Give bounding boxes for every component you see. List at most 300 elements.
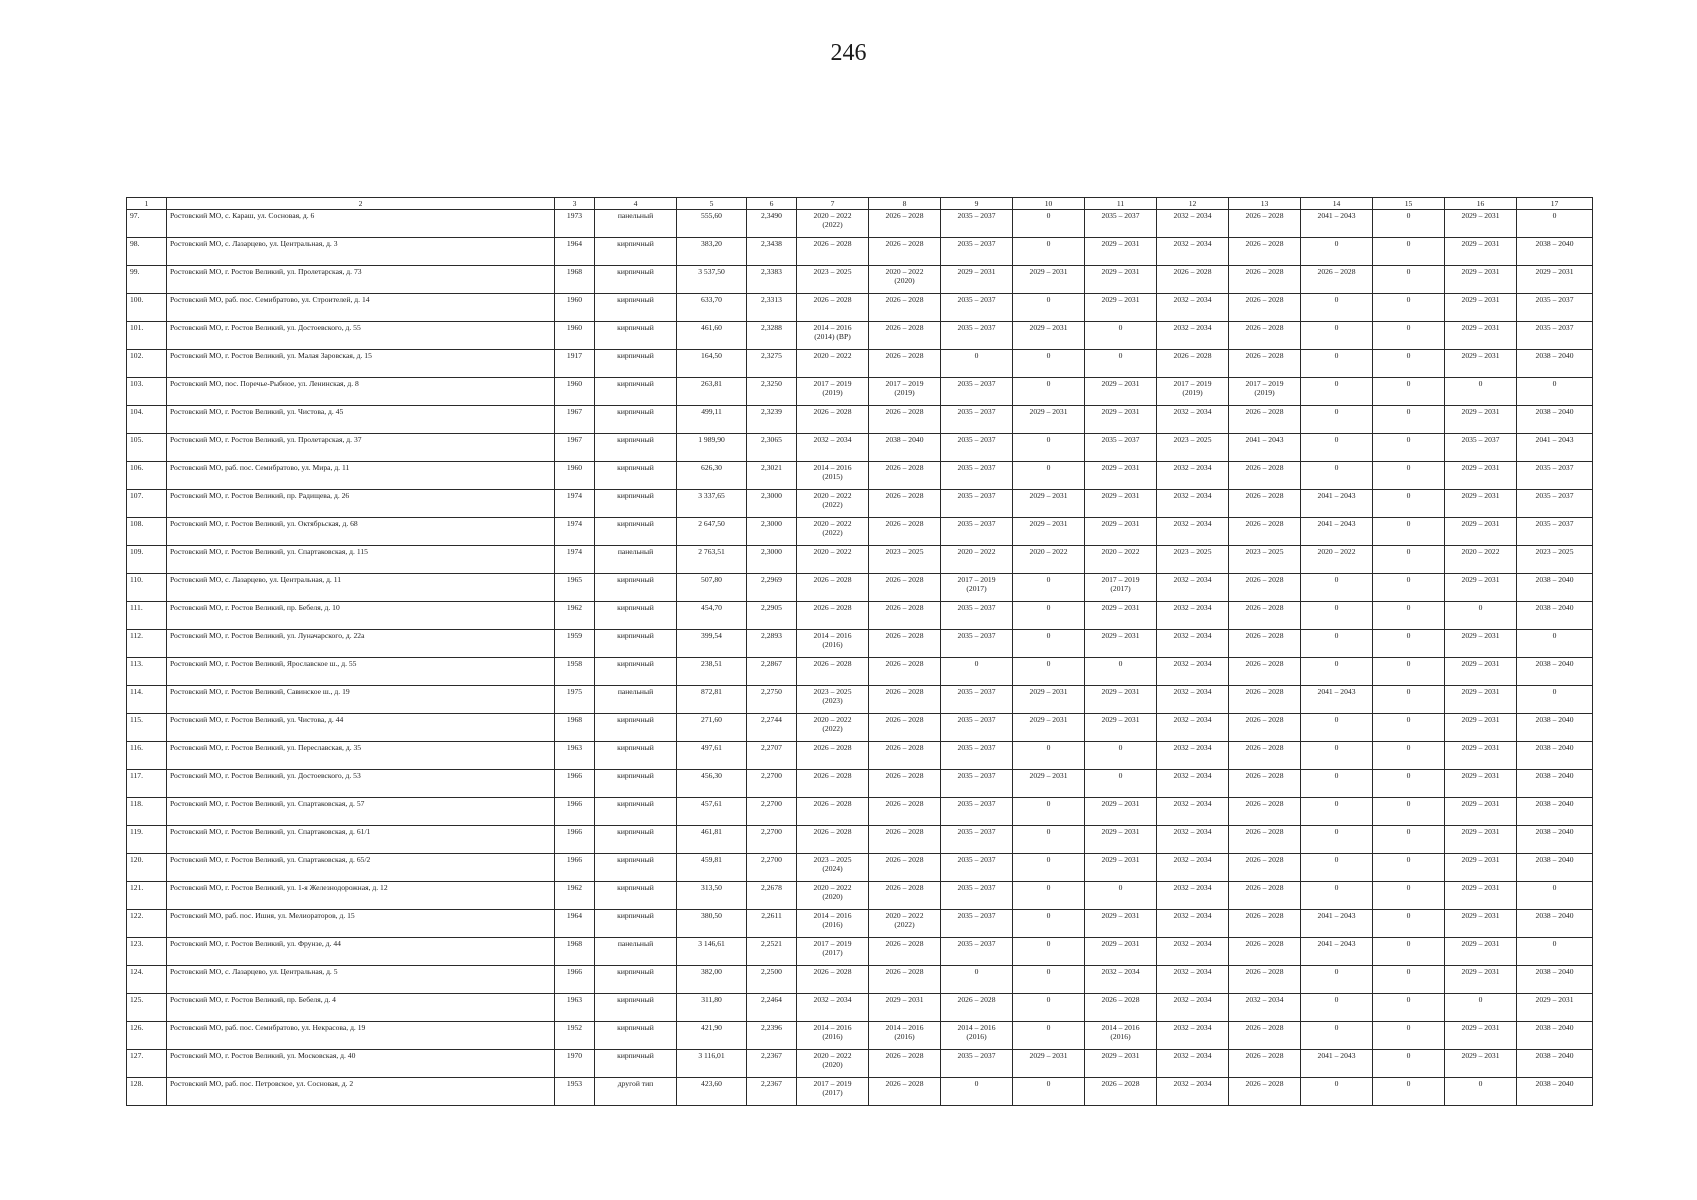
table-cell-col-9 (941, 854, 1013, 882)
cell-note: (2020) (822, 892, 843, 901)
table-cell-col-2 (167, 378, 555, 406)
table-cell-col-13 (1229, 238, 1301, 266)
table-cell-col-15 (1373, 686, 1445, 714)
table-cell-col-3 (555, 742, 595, 770)
table-cell-col-16 (1445, 854, 1517, 882)
cell-value: 124. (130, 967, 144, 976)
table-cell-col-7 (797, 854, 869, 882)
cell-value: 1967 (566, 407, 583, 416)
cell-value: Ростовский МО, г. Ростов Великий, пр. Бебеля, д. 10 (170, 603, 340, 612)
table-cell-col-9 (941, 742, 1013, 770)
table-cell-col-11 (1085, 798, 1157, 826)
cell-value: 461,81 (701, 827, 722, 836)
cell-value: кирпичный (617, 1051, 654, 1060)
table-row (127, 1022, 1593, 1050)
cell-value: Ростовский МО, г. Ростов Великий, ул. Спартаковская, д. 115 (170, 547, 368, 556)
table-cell-col-8 (869, 378, 941, 406)
cell-value: 1958 (566, 659, 583, 668)
cell-value: 121. (130, 883, 144, 892)
cell-value: 2,2700 (761, 799, 782, 808)
table-cell-col-2 (167, 938, 555, 966)
cell-value: 2029 – 2031 (1101, 379, 1140, 388)
cell-value: 2041 – 2043 (1317, 491, 1356, 500)
table-cell-col-11 (1085, 770, 1157, 798)
table-cell-col-17 (1517, 658, 1593, 686)
cell-value: Ростовский МО, с. Лазарцево, ул. Центральная, д. 5 (170, 967, 338, 976)
cell-value: 2029 – 2031 (1461, 323, 1500, 332)
table-cell-col-6 (747, 742, 797, 770)
cell-value: 0 (1406, 743, 1411, 752)
cell-value: 2023 – 2025 (1535, 547, 1574, 556)
table-cell-col-12 (1157, 966, 1229, 994)
cell-value: 0 (1046, 939, 1051, 948)
table-cell-col-2 (167, 882, 555, 910)
cell-value: 2029 – 2031 (1461, 659, 1500, 668)
table-cell-col-11 (1085, 406, 1157, 434)
table-cell-col-11 (1085, 322, 1157, 350)
table-cell-col-12 (1157, 574, 1229, 602)
cell-value: 2029 – 2031 (1461, 519, 1500, 528)
table-cell-col-7 (797, 322, 869, 350)
cell-value: 0 (1334, 799, 1339, 808)
cell-value: 2035 – 2037 (1535, 519, 1574, 528)
cell-value: 2029 – 2031 (1535, 995, 1574, 1004)
cell-value: 2020 – 2022 (813, 715, 852, 724)
table-cell-col-7 (797, 266, 869, 294)
table-cell-col-10 (1013, 378, 1085, 406)
cell-value: 2 763,51 (698, 547, 725, 556)
cell-value: 2041 – 2043 (1317, 939, 1356, 948)
cell-value: 421,90 (701, 1023, 722, 1032)
table-cell-col-6 (747, 602, 797, 630)
cell-value: 2032 – 2034 (1173, 883, 1212, 892)
table-cell-col-17 (1517, 770, 1593, 798)
table-cell-col-7 (797, 1050, 869, 1078)
table-cell-col-8 (869, 210, 941, 238)
table-cell-col-9 (941, 686, 1013, 714)
table-cell-col-11 (1085, 238, 1157, 266)
cell-value: кирпичный (617, 603, 654, 612)
table-cell-col-2 (167, 238, 555, 266)
cell-value: 2032 – 2034 (1173, 659, 1212, 668)
column-header-4: 4 (595, 198, 677, 210)
table-cell-col-4 (595, 434, 677, 462)
table-cell-col-2 (167, 1078, 555, 1106)
table-cell-col-16 (1445, 994, 1517, 1022)
table-cell-col-12 (1157, 1022, 1229, 1050)
table-cell-col-12 (1157, 462, 1229, 490)
cell-value: 2029 – 2031 (1461, 631, 1500, 640)
table-cell-col-9 (941, 966, 1013, 994)
cell-value: 2038 – 2040 (1535, 911, 1574, 920)
cell-value: 118. (130, 799, 144, 808)
cell-value: 2023 – 2025 (1245, 547, 1284, 556)
table-cell-col-8 (869, 322, 941, 350)
table-cell-col-5 (677, 854, 747, 882)
cell-value: Ростовский МО, с. Лазарцево, ул. Центральная, д. 11 (170, 575, 342, 584)
cell-value: 2029 – 2031 (1461, 239, 1500, 248)
table-cell-col-8 (869, 770, 941, 798)
cell-value: 2026 – 2028 (1245, 463, 1284, 472)
cell-value: Ростовский МО, г. Ростов Великий, ул. Октябрьская, д. 68 (170, 519, 358, 528)
table-cell-col-17 (1517, 630, 1593, 658)
table-cell-col-13 (1229, 602, 1301, 630)
table-cell-col-17 (1517, 714, 1593, 742)
table-cell-col-8 (869, 350, 941, 378)
table-cell-col-10 (1013, 462, 1085, 490)
table-cell-col-16 (1445, 770, 1517, 798)
cell-value: 3 116,01 (698, 1051, 725, 1060)
table-cell-col-10 (1013, 714, 1085, 742)
table-cell-col-12 (1157, 910, 1229, 938)
cell-value: 2029 – 2031 (1101, 491, 1140, 500)
table-cell-col-1 (127, 686, 167, 714)
table-cell-col-6 (747, 1022, 797, 1050)
table-cell-col-11 (1085, 1050, 1157, 1078)
table-cell-col-16 (1445, 406, 1517, 434)
table-cell-col-16 (1445, 294, 1517, 322)
table-cell-col-5 (677, 210, 747, 238)
table-cell-col-5 (677, 798, 747, 826)
cell-value: кирпичный (617, 379, 654, 388)
table-cell-col-10 (1013, 826, 1085, 854)
cell-value: 2026 – 2028 (1173, 351, 1212, 360)
cell-value: 2023 – 2025 (813, 687, 852, 696)
cell-value: 2,3438 (761, 239, 782, 248)
cell-value: 2026 – 2028 (1101, 995, 1140, 1004)
table-cell-col-5 (677, 294, 747, 322)
table-cell-col-7 (797, 574, 869, 602)
header-row (127, 198, 1593, 210)
table-cell-col-4 (595, 826, 677, 854)
cell-value: 1962 (566, 603, 583, 612)
cell-value: 123. (130, 939, 144, 948)
table-cell-col-13 (1229, 490, 1301, 518)
cell-value: 0 (1334, 995, 1339, 1004)
cell-value: 2,3239 (761, 407, 782, 416)
table-cell-col-9 (941, 238, 1013, 266)
cell-value: 3 537,50 (698, 267, 725, 276)
cell-value: 2029 – 2031 (1101, 463, 1140, 472)
cell-value: 2038 – 2040 (1535, 715, 1574, 724)
cell-value: 2017 – 2019 (1245, 379, 1284, 388)
table-cell-col-13 (1229, 938, 1301, 966)
cell-value: 2017 – 2019 (885, 379, 924, 388)
cell-value: 2026 – 2028 (813, 771, 852, 780)
table-cell-col-8 (869, 714, 941, 742)
table-cell-col-14 (1301, 1050, 1373, 1078)
cell-value: кирпичный (617, 575, 654, 584)
cell-value: 116. (130, 743, 144, 752)
cell-value: Ростовский МО, г. Ростов Великий, ул. Достоевского, д. 53 (170, 771, 361, 780)
cell-value: 2020 – 2022 (1317, 547, 1356, 556)
cell-value: 97. (130, 211, 140, 220)
cell-value: 2,2750 (761, 687, 782, 696)
cell-value: кирпичный (617, 911, 654, 920)
table-cell-col-7 (797, 938, 869, 966)
cell-value: 0 (1334, 967, 1339, 976)
cell-value: 2026 – 2028 (885, 351, 924, 360)
cell-value: 2032 – 2034 (1173, 323, 1212, 332)
table-cell-col-12 (1157, 938, 1229, 966)
table-cell-col-3 (555, 518, 595, 546)
cell-value: 2029 – 2031 (1029, 267, 1068, 276)
table-cell-col-13 (1229, 910, 1301, 938)
cell-value: 2029 – 2031 (1101, 407, 1140, 416)
cell-value: 0 (1118, 351, 1123, 360)
table-cell-col-10 (1013, 210, 1085, 238)
table-cell-col-5 (677, 658, 747, 686)
table-cell-col-5 (677, 966, 747, 994)
table-cell-col-4 (595, 294, 677, 322)
table-cell-col-16 (1445, 882, 1517, 910)
table-cell-col-1 (127, 798, 167, 826)
table-cell-col-6 (747, 770, 797, 798)
cell-value: 2032 – 2034 (1173, 463, 1212, 472)
cell-value: кирпичный (617, 995, 654, 1004)
table-cell-col-8 (869, 1050, 941, 1078)
table-cell-col-2 (167, 714, 555, 742)
table-cell-col-11 (1085, 966, 1157, 994)
cell-value: 2035 – 2037 (957, 687, 996, 696)
table-cell-col-3 (555, 1050, 595, 1078)
table-cell-col-6 (747, 210, 797, 238)
cell-value: 2029 – 2031 (957, 267, 996, 276)
cell-value: 2035 – 2037 (1461, 435, 1500, 444)
cell-value: 0 (1118, 323, 1123, 332)
cell-value: 0 (1334, 463, 1339, 472)
cell-value: 1965 (566, 575, 583, 584)
cell-note: (2016) (1110, 1032, 1131, 1041)
table-cell-col-1 (127, 630, 167, 658)
table-cell-col-13 (1229, 742, 1301, 770)
table-cell-col-15 (1373, 854, 1445, 882)
cell-value: 0 (1046, 967, 1051, 976)
cell-value: 2038 – 2040 (1535, 239, 1574, 248)
cell-value: 2026 – 2028 (885, 631, 924, 640)
table-cell-col-6 (747, 630, 797, 658)
table-cell-col-9 (941, 210, 1013, 238)
cell-value: 2,2744 (761, 715, 782, 724)
table-cell-col-11 (1085, 546, 1157, 574)
table-row (127, 966, 1593, 994)
table-cell-col-3 (555, 490, 595, 518)
cell-value: 2038 – 2040 (1535, 967, 1574, 976)
cell-value: 2,2700 (761, 855, 782, 864)
table-cell-col-16 (1445, 630, 1517, 658)
table-cell-col-5 (677, 266, 747, 294)
table-cell-col-9 (941, 322, 1013, 350)
cell-value: кирпичный (617, 463, 654, 472)
cell-value: 2026 – 2028 (1245, 799, 1284, 808)
table-cell-col-13 (1229, 546, 1301, 574)
cell-value: 3 146,61 (698, 939, 725, 948)
table-cell-col-11 (1085, 630, 1157, 658)
cell-value: 2029 – 2031 (885, 995, 924, 1004)
cell-value: 1960 (566, 295, 583, 304)
table-cell-col-10 (1013, 406, 1085, 434)
cell-value: кирпичный (617, 743, 654, 752)
page-number: 246 (830, 40, 867, 66)
table-cell-col-1 (127, 1022, 167, 1050)
table-row (127, 406, 1593, 434)
cell-value: 633,70 (701, 295, 722, 304)
table-cell-col-1 (127, 1050, 167, 1078)
cell-value: Ростовский МО, г. Ростов Великий, ул. Переславская, д. 35 (170, 743, 362, 752)
table-cell-col-15 (1373, 546, 1445, 574)
table-cell-col-1 (127, 434, 167, 462)
table-row (127, 350, 1593, 378)
cell-value: 2,2367 (761, 1051, 782, 1060)
table-cell-col-5 (677, 378, 747, 406)
table-cell-col-3 (555, 938, 595, 966)
table-cell-col-10 (1013, 742, 1085, 770)
cell-value: Ростовский МО, г. Ростов Великий, ул. Московская, д. 40 (170, 1051, 356, 1060)
table-cell-col-3 (555, 798, 595, 826)
cell-value: 0 (1334, 295, 1339, 304)
table-cell-col-11 (1085, 658, 1157, 686)
table-cell-col-11 (1085, 490, 1157, 518)
cell-value: 0 (1118, 771, 1123, 780)
table-cell-col-15 (1373, 406, 1445, 434)
cell-value: 2035 – 2037 (957, 295, 996, 304)
cell-value: 0 (1046, 631, 1051, 640)
cell-value: 2038 – 2040 (1535, 1051, 1574, 1060)
cell-value: 238,51 (701, 659, 722, 668)
table-cell-col-13 (1229, 294, 1301, 322)
cell-value: 2026 – 2028 (885, 1051, 924, 1060)
table-cell-col-2 (167, 210, 555, 238)
cell-value: кирпичный (617, 239, 654, 248)
cell-value: 2026 – 2028 (1317, 267, 1356, 276)
cell-value: 2,2367 (761, 1079, 782, 1088)
table-cell-col-1 (127, 602, 167, 630)
table-cell-col-17 (1517, 798, 1593, 826)
table-cell-col-5 (677, 546, 747, 574)
cell-value: 2038 – 2040 (1535, 855, 1574, 864)
column-header-11: 11 (1085, 198, 1157, 210)
table-cell-col-4 (595, 1078, 677, 1106)
cell-value: 2032 – 2034 (1245, 995, 1284, 1004)
table-cell-col-13 (1229, 350, 1301, 378)
table-cell-col-15 (1373, 210, 1445, 238)
table-cell-col-13 (1229, 630, 1301, 658)
table-cell-col-7 (797, 490, 869, 518)
table-cell-col-12 (1157, 238, 1229, 266)
cell-value: 0 (1046, 659, 1051, 668)
cell-value: 113. (130, 659, 144, 668)
table-cell-col-11 (1085, 602, 1157, 630)
table-row (127, 602, 1593, 630)
table-cell-col-11 (1085, 854, 1157, 882)
cell-value: 2014 – 2016 (813, 631, 852, 640)
cell-value: 2029 – 2031 (1535, 267, 1574, 276)
table-row (127, 238, 1593, 266)
table-cell-col-11 (1085, 938, 1157, 966)
table-cell-col-5 (677, 714, 747, 742)
table-cell-col-11 (1085, 350, 1157, 378)
table-cell-col-5 (677, 1050, 747, 1078)
column-header-9: 9 (941, 198, 1013, 210)
table-cell-col-2 (167, 490, 555, 518)
table-cell-col-16 (1445, 910, 1517, 938)
table-cell-col-13 (1229, 686, 1301, 714)
cell-value: 0 (1478, 1079, 1483, 1088)
cell-value: 2026 – 2028 (1245, 743, 1284, 752)
cell-value: 2026 – 2028 (813, 799, 852, 808)
cell-value: 2035 – 2037 (957, 491, 996, 500)
cell-value: 0 (1334, 827, 1339, 836)
table-cell-col-6 (747, 294, 797, 322)
table-cell-col-14 (1301, 266, 1373, 294)
cell-value: 2020 – 2022 (813, 519, 852, 528)
cell-value: 2029 – 2031 (1029, 1051, 1068, 1060)
cell-note: (2022) (822, 528, 843, 537)
table-cell-col-5 (677, 882, 747, 910)
table-row (127, 378, 1593, 406)
cell-value: 2035 – 2037 (957, 323, 996, 332)
table-cell-col-2 (167, 602, 555, 630)
table-row (127, 546, 1593, 574)
cell-value: 2020 – 2022 (813, 547, 852, 556)
cell-value: 872,81 (701, 687, 722, 696)
cell-value: 2038 – 2040 (1535, 1079, 1574, 1088)
table-cell-col-6 (747, 798, 797, 826)
cell-value: 2,3065 (761, 435, 782, 444)
table-cell-col-8 (869, 798, 941, 826)
cell-value: 2032 – 2034 (1173, 911, 1212, 920)
table-cell-col-16 (1445, 1022, 1517, 1050)
cell-value: 0 (1334, 239, 1339, 248)
cell-note: (2020) (894, 276, 915, 285)
cell-value: 454,70 (701, 603, 722, 612)
table-cell-col-15 (1373, 434, 1445, 462)
cell-value: 2017 – 2019 (813, 379, 852, 388)
table-cell-col-12 (1157, 210, 1229, 238)
table-cell-col-7 (797, 378, 869, 406)
table-cell-col-2 (167, 462, 555, 490)
cell-value: кирпичный (617, 1023, 654, 1032)
column-header-6: 6 (747, 198, 797, 210)
table-cell-col-9 (941, 434, 1013, 462)
table-cell-col-15 (1373, 602, 1445, 630)
table-cell-col-1 (127, 994, 167, 1022)
table-cell-col-3 (555, 210, 595, 238)
cell-value: Ростовский МО, г. Ростов Великий, ул. Спартаковская, д. 61/1 (170, 827, 371, 836)
table-cell-col-15 (1373, 238, 1445, 266)
cell-value: 2029 – 2031 (1101, 1051, 1140, 1060)
table-cell-col-2 (167, 630, 555, 658)
cell-value: 2029 – 2031 (1461, 687, 1500, 696)
cell-value: 2026 – 2028 (885, 799, 924, 808)
table-cell-col-14 (1301, 742, 1373, 770)
table-row (127, 630, 1593, 658)
cell-value: 2029 – 2031 (1101, 855, 1140, 864)
cell-value: 0 (1406, 799, 1411, 808)
cell-value: 2038 – 2040 (1535, 743, 1574, 752)
table-cell-col-10 (1013, 910, 1085, 938)
table-cell-col-9 (941, 910, 1013, 938)
table-cell-col-7 (797, 294, 869, 322)
cell-value: 2026 – 2028 (1245, 519, 1284, 528)
cell-value: 2041 – 2043 (1245, 435, 1284, 444)
table-row (127, 882, 1593, 910)
cell-value: Ростовский МО, г. Ростов Великий, ул. Фрунзе, д. 44 (170, 939, 341, 948)
cell-value: 2020 – 2022 (885, 267, 924, 276)
cell-value: Ростовский МО, г. Ростов Великий, ул. Достоевского, д. 55 (170, 323, 361, 332)
table-cell-col-4 (595, 406, 677, 434)
cell-value: 0 (1406, 827, 1411, 836)
